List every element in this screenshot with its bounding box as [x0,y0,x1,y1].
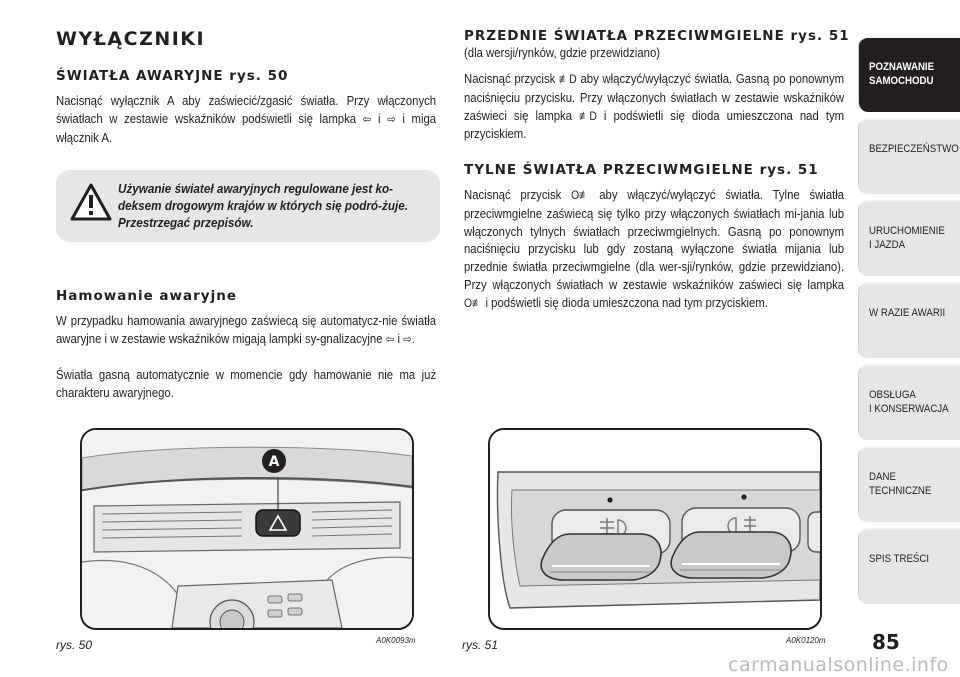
callout-letter: A [268,454,280,470]
figure-51-code: A0K0120m [786,636,826,645]
emergency-braking-heading: Hamowanie awaryjne [56,288,237,304]
rear-fog-heading: TYLNE ŚWIATŁA PRZECIWMGIELNE rys. 51 [464,162,819,178]
tab-obsluga-i-konserwacja[interactable] [858,364,960,440]
turn-signal-right-icon: ⇨ [403,331,412,346]
tab-label: OBSŁUGA I KONSERWACJA [869,389,949,415]
tab-spis-tresci[interactable] [858,528,960,604]
warning-triangle-icon [70,183,112,221]
figure-50-caption: rys. 50 [56,638,93,652]
emergency-braking-paragraph-1: W przypadku hamowania awaryjnego zaświecą się automatycz-nie światła awaryjne i w zestawie wskaźników migają lampki sy-gnalizacyjne ⇦ i ⇨. [56,312,436,349]
turn-signal-left-icon: ⇦ [362,111,372,126]
turn-signal-left-icon: ⇦ [385,331,395,346]
dashboard-illustration [82,430,412,628]
figure-50-hazard-switch [80,428,414,630]
tab-w-razie-awarii[interactable] [858,282,960,358]
page-number: 85 [872,630,900,654]
hazard-lights-paragraph: Nacisnąć wyłącznik A aby zaświecić/zgasić światła. Przy włączonych światłach w zestawie wskaźników podświetli się lampka ⇦ i ⇨ i miga włącznik A. [56,93,437,145]
page-title: WYŁĄCZNIKI [56,28,206,50]
tab-label: DANE TECHNICZNE [869,471,932,497]
tab-label: POZNAWANIE SAMOCHODU [869,61,935,87]
tab-dane-techniczne[interactable] [858,446,960,522]
figure-51-fog-buttons [488,428,822,630]
tab-label: SPIS TREŚCI [869,553,930,565]
front-fog-paragraph: Nacisnąć przycisk ≢D aby włączyć/wyłączyć światła. Gasną po ponownym naciśnięciu przycisku. Przy włączonych światłach w zestawie wskaźników zaświeci się lampka ≢D i podświetli się dioda umieszczona nad tym przyciskiem. [464,71,845,142]
rear-fog-light-icon: O≢ [464,295,483,310]
hazard-lights-heading: ŚWIATŁA AWARYJNE rys. 50 [56,68,289,84]
figure-51-caption: rys. 51 [462,638,499,652]
front-fog-light-icon: ≢D [579,108,597,123]
emergency-braking-paragraph-2: Światła gasną automatycznie w momencie gdy hamowanie nie ma już charakteru awaryjnego. [56,367,437,400]
tab-poznawanie-samochodu[interactable] [858,36,960,112]
tab-uruchomienie-i-jazda[interactable] [858,200,960,276]
tab-label: BEZPIECZEŃSTWO [869,143,959,155]
figure-50-code: A0K0093m [376,636,416,645]
watermark: carmanualsonline.info [728,654,949,676]
tab-label: W RAZIE AWARII [869,307,946,319]
fog-buttons-illustration [490,430,820,628]
front-fog-light-icon: ≢D [558,72,577,86]
tab-bezpieczenstwo[interactable] [858,118,960,194]
rear-fog-light-icon: O≢ [571,188,590,202]
warning-text: Używanie świateł awaryjnych regulowane jest ko-deksem drogowym krajów w których się podró-żuje. Przestrzegać przepisów. [118,181,408,230]
front-fog-heading: PRZEDNIE ŚWIATŁA PRZECIWMGIELNE rys. 51 [464,28,850,44]
warning-box [56,170,440,242]
front-fog-subtitle: (dla wersji/rynków, gdzie przewidziano) [464,45,661,60]
rear-fog-paragraph: Nacisnąć przycisk O≢ aby włączyć/wyłączyć światła. Tylne światła przeciwmgielne zaświecą się tylko przy włączonych światłach mi-jania lub włączonych tylnych światłach przeciwmgielnych. Gasną po ponownym naciśnięciu przycisku lub gdy zostaną wyłączone światła mijania lub przednie światła przeciwmgielne (dla wer-sji/rynków, gdzie przewidziano). Przy włączonych światłach w zestawie wskaźników zaświeci się lampka O≢ i podświetli się dioda umieszczona nad tym przyciskiem. [464,186,844,313]
turn-signal-right-icon: ⇨ [387,111,396,126]
tab-label: URUCHOMIENIE I JAZDA [869,225,945,251]
